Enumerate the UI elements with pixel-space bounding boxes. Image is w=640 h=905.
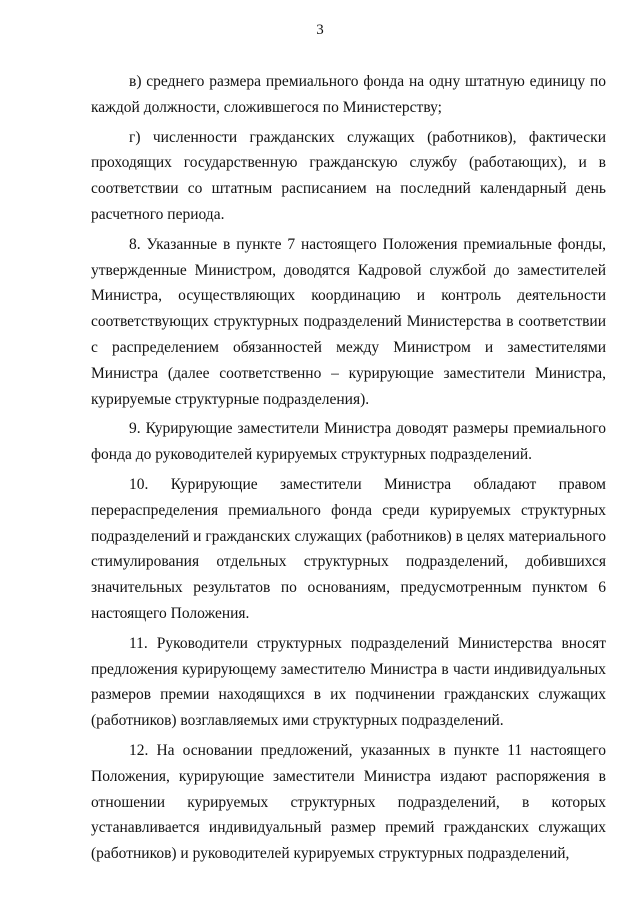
page-number: 3 — [316, 22, 324, 38]
paragraph-8: 8. Указанные в пункте 7 настоящего Положения премиальные фонды, утвержденные Министром, доводятся Кадровой службой до заместителей Министра, осуществляющих координацию и контроль деятельности соответствующих структурных подразделений Министерства в соответствии с распределением обязанностей между Министром и заместителями Министра (далее соответственно – курирующие заместители Министра, курируемые структурные подразделения). — [91, 235, 606, 408]
paragraph-12: 12. На основании предложений, указанных в пункте 11 настоящего Положения, курирующие заместители Министра издают распоряжения в отношении курируемых структурных подразделений, в которых устанавливается индивидуальный размер премий гражданских служащих (работников) и руководителей курируемых структурных подразделений, — [91, 741, 606, 863]
paragraph-11: 11. Руководители структурных подразделений Министерства вносят предложения курирующему заместителю Министра в части индивидуальных размеров премии находящихся в их подчинении гражданских служащих (работников) возглавляемых ими структурных подразделений. — [91, 634, 606, 730]
paragraph-v: в) среднего размера премиального фонда на одну штатную единицу по каждой должности, сложившегося по Министерству; — [91, 73, 606, 116]
document-body — [91, 69, 606, 871]
paragraph-9: 9. Курирующие заместители Министра доводят размеры премиального фонда до руководителей курируемых структурных подразделений. — [91, 420, 606, 464]
paragraph-g: г) численности гражданских служащих (работников), фактически проходящих государственную гражданскую службу (работающих), и в соответствии со штатным расписанием на последний календарный день расчетного периода. — [91, 128, 606, 223]
paragraph-10: 10. Курирующие заместители Министра обладают правом перераспределения премиального фонда среди курируемых структурных подразделений и гражданских служащих (работников) в целях материального стимулирования отдельных структурных подразделений, добившихся значительных результатов по основаниям, предусмотренным пунктом 6 настоящего Положения. — [91, 475, 606, 622]
